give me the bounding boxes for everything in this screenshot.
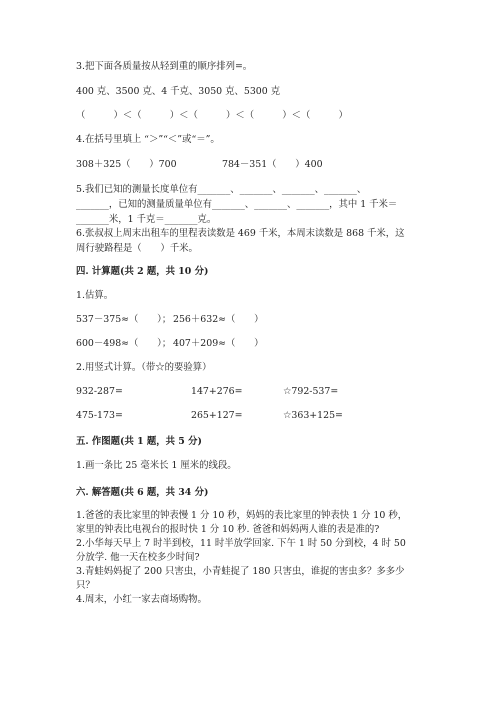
q6-line1: 6.张叔叔上周末出租车的里程表读数是 469 千米，本周末读数是 868 千米，这: [76, 228, 405, 239]
s6-q3-line2: 只？: [76, 580, 95, 591]
q5-line3: _______米，1 千克＝_______克。: [76, 214, 217, 225]
s4-estimate-2: 256＋632≈（ ）: [173, 314, 264, 325]
calc-1: 932-287=: [76, 386, 123, 397]
s6-q1-line2: 家里的钟表比电视台的报时快 1 分 10 秒. 爸爸和妈妈两人谁的表是准的?: [76, 524, 380, 535]
s4-q1-title: 1.估算。: [76, 290, 114, 301]
q4-left: 308＋325（ ）700: [76, 159, 177, 170]
section5-heading: 五. 作图题(共 1 题，共 5 分): [76, 436, 202, 447]
s4-estimate-1: 537－375≈（ ）；: [76, 314, 172, 325]
s6-q2-line1: 2.小华每天早上 7 时半到校，11 时半放学回家. 下午 1 时 50 分到校，4 时 50: [76, 538, 406, 549]
q5-line2: _______，已知的测量质量单位有_______、_______、_______，其中 1 千米＝: [76, 199, 398, 210]
s6-q1-line1: 1.爸爸的表比家里的钟表慢 1 分 10 秒，妈妈的表比家里的钟表快 1 分 10 秒，: [76, 510, 408, 521]
q4-right: 784－351（ ）400: [222, 159, 323, 170]
calc-2: 147+276=: [191, 386, 243, 397]
q4-title: 4.在括号里填上 “＞”“＜”或“＝”。: [76, 134, 220, 145]
q3-title: 3.把下面各质量按从轻到重的顺序排列=。: [76, 61, 253, 72]
q3-items: 400 克、3500 克、4 千克、3050 克、5300 克: [76, 86, 281, 97]
calc-3: ☆792-537=: [283, 386, 339, 397]
q3-blanks: （ ）＜（ ）＜（ ）＜（ ）＜（ ）: [76, 110, 348, 121]
s6-q4: 4.周末，小红一家去商场购物。: [76, 594, 207, 605]
section4-heading: 四. 计算题(共 2 题，共 10 分): [76, 266, 209, 277]
s5-q1: 1.画一条比 25 毫米长 1 厘米的线段。: [76, 460, 237, 471]
s6-q2-line2: 分放学. 他一天在校多少时间?: [76, 552, 200, 563]
q5-line1: 5.我们已知的测量长度单位有_______、_______、_______、_______、: [76, 184, 367, 195]
s4-estimate-4: 407＋209≈（ ）: [173, 338, 264, 349]
section6-heading: 六. 解答题(共 6 题，共 34 分): [76, 487, 209, 498]
calc-5: 265+127=: [191, 410, 243, 421]
calc-6: ☆363+125=: [283, 410, 343, 421]
s6-q3-line1: 3.青蛙妈妈捉了 200 只害虫，小青蛙捉了 180 只害虫，谁捉的害虫多？多多少: [76, 566, 405, 577]
calc-4: 475-173=: [76, 410, 123, 421]
q6-line2: 周行驶路程是（ ）千米。: [76, 243, 198, 254]
s4-estimate-3: 600－498≈（ ）；: [76, 338, 172, 349]
s4-q2-title: 2.用竖式计算。（带☆的要验算）: [76, 362, 212, 373]
